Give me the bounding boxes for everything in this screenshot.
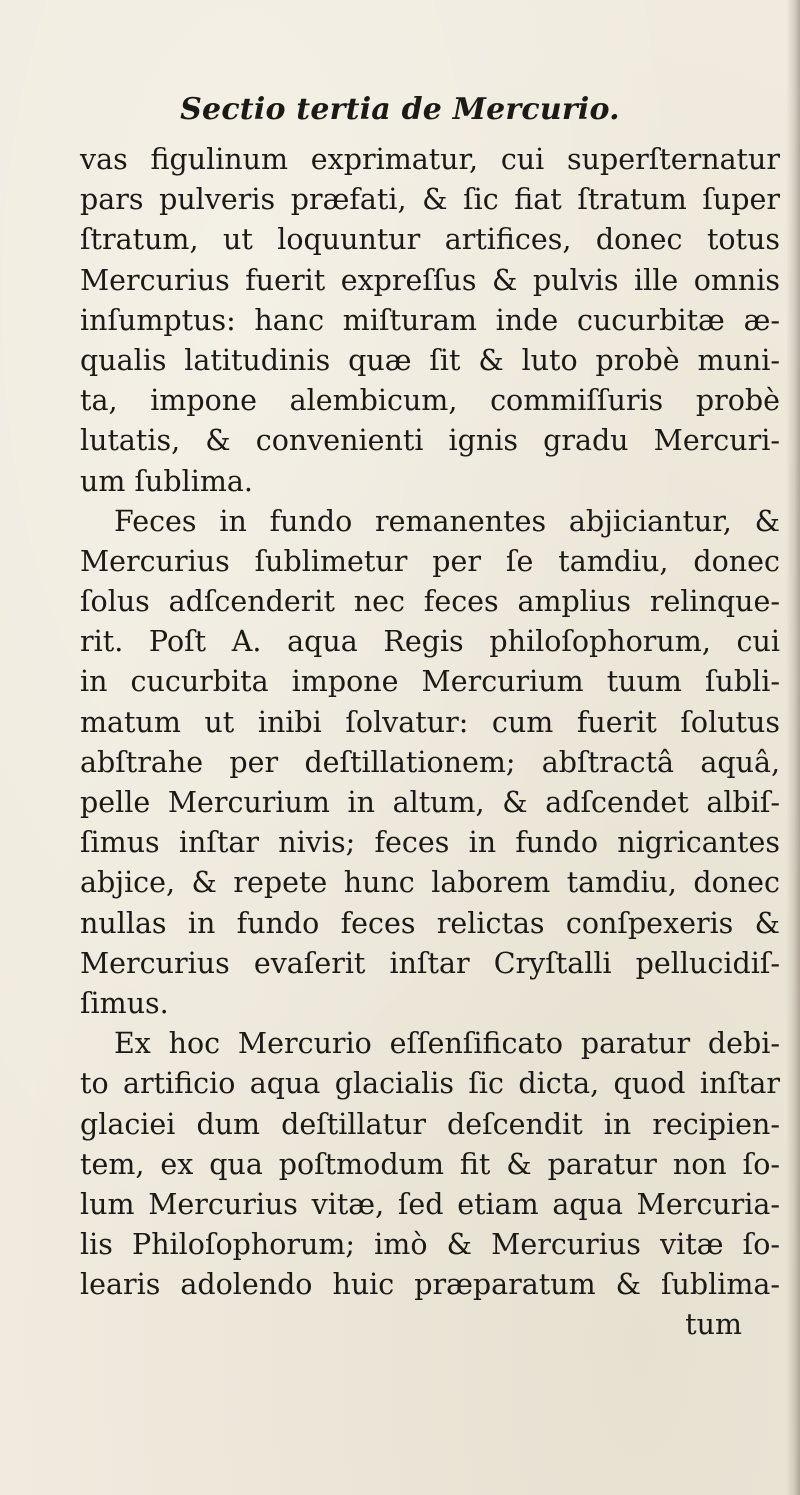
text-line: ſolus adſcenderit nec feces amplius relinque- (80, 585, 780, 619)
text-line: Mercurius ſublimetur per ſe tamdiu, donec (80, 544, 780, 578)
text-line: ſtratum, ut loquuntur artifices, donec totus (80, 223, 780, 257)
catchword: tum (685, 1308, 742, 1342)
text-line: inſumptus: hanc miſturam inde cucurbitæ æ- (80, 303, 780, 337)
text-line: to artificio aqua glacialis ſic dicta, quod inſtar (80, 1067, 780, 1101)
text-line: nullas in fundo feces relictas conſpexeris & (80, 906, 780, 940)
paragraph-start: Ex hoc Mercurio eſſenſificato paratur debi- (114, 1027, 780, 1061)
text-line: vas figulinum exprimatur, cui superſternatur (80, 143, 780, 176)
text-line: ſimus. (80, 986, 169, 1020)
text-line: glaciei dum deſtillatur deſcendit in recipien- (80, 1107, 780, 1141)
text-line: in cucurbita impone Mercurium tuum ſubli- (80, 665, 780, 699)
running-head: Sectio tertia de Mercurio. (180, 92, 620, 127)
text-line: Mercurius evaſerit inſtar Cryſtalli pellucidiſ- (80, 946, 780, 980)
paragraph-start: Feces in fundo remanentes abjiciantur, & (114, 504, 780, 538)
text-line: ta, impone alembicum, commiſſuris probè (80, 384, 780, 418)
text-line: abſtrahe per deſtillationem; abſtractâ aquâ, (80, 745, 780, 779)
text-line: ſimus inſtar nivis; feces in fundo nigricantes (80, 826, 780, 860)
text-line: pars pulveris præfati, & ſic fiat ſtratum ſuper (80, 183, 780, 217)
text-line: tem, ex qua poſtmodum fit & paratur non ſo- (80, 1147, 780, 1181)
text-line: lutatis, & convenienti ignis gradu Mercuri- (80, 424, 780, 458)
text-line: pelle Mercurium in altum, & adſcendet albiſ- (80, 786, 780, 819)
text-line: Mercurius fuerit expreſſus & pulvis ille omnis (80, 263, 780, 297)
text-line: lum Mercurius vitæ, ſed etiam aqua Mercuria- (80, 1187, 780, 1221)
body-text (80, 140, 780, 1346)
text-line: rit. Poſt A. aqua Regis philoſophorum, cui (80, 625, 780, 659)
text-line: lis Philoſophorum; imò & Mercurius vitæ ſo- (80, 1228, 780, 1262)
text-line: um ſublima. (80, 464, 253, 498)
text-line: matum ut inibi ſolvatur: cum fuerit ſolutus (80, 705, 780, 739)
page-edge-shadow (786, 0, 800, 1495)
text-line: learis adolendo huic præparatum & ſublima- (80, 1268, 780, 1302)
text-line: qualis latitudinis quæ ſit & luto probè muni- (80, 343, 780, 377)
text-line: abjice, & repete hunc laborem tamdiu, donec (80, 866, 780, 900)
